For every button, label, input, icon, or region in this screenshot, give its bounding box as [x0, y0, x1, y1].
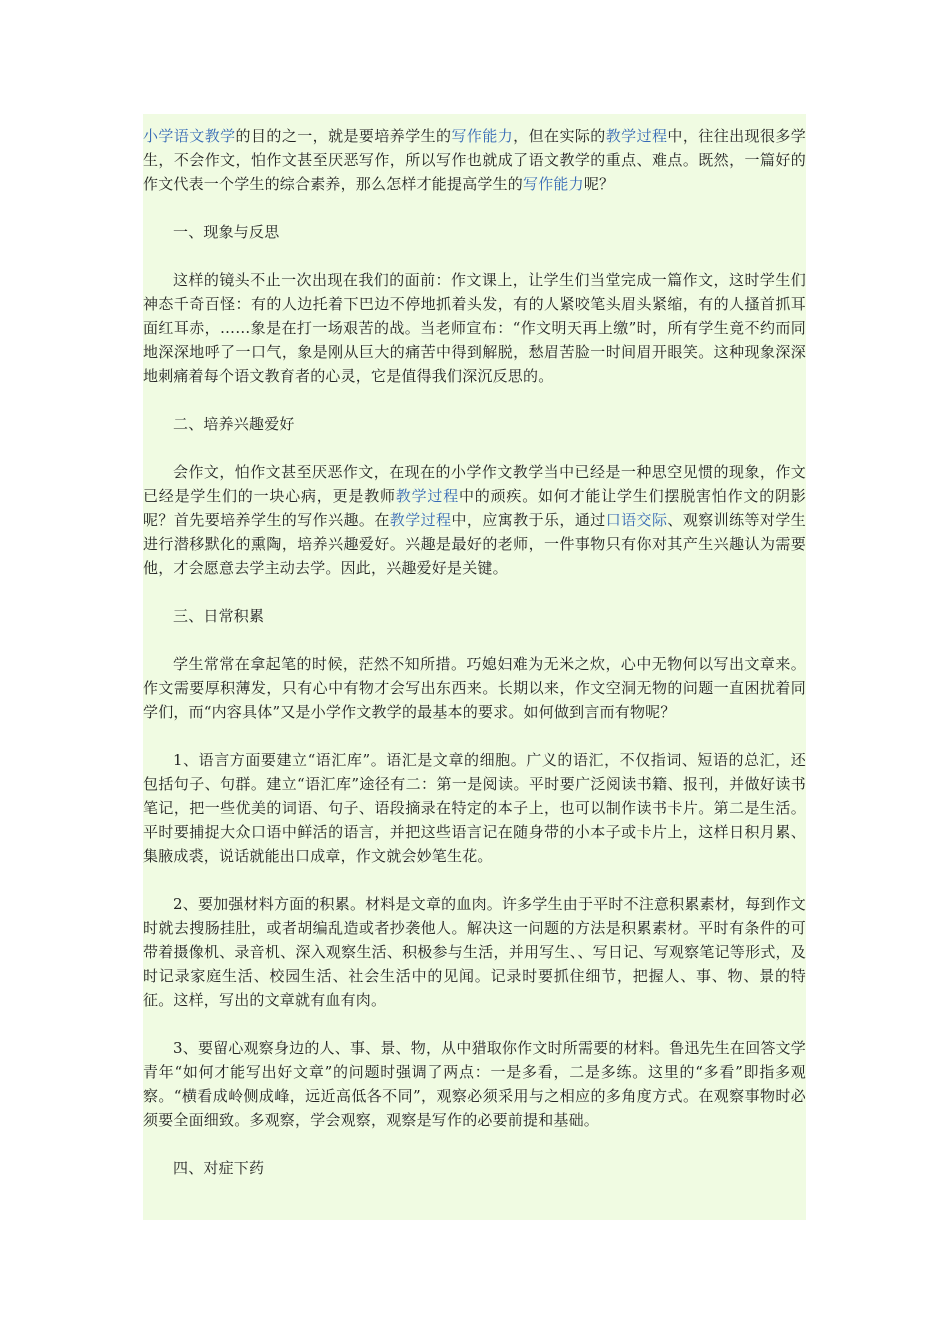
- intro-text-2: ，但在实际的: [513, 127, 606, 145]
- vocabulary-paragraph: 1、语言方面要建立“语汇库”。语汇是文章的细胞。广义的语汇，不仅指词、短语的总汇，还包括句子、句群。建立“语汇库”途径有二：第一是阅读。平时要广泛阅读书籍、报刊，并做好读书笔记，把一些优美的词语、句子、语段摘录在特定的本子上，也可以制作读书卡片。第二是生活。平时要捕捉大众口语中鲜活的语言，并把这些语言记在随身带的小本子或卡片上，这样日积月累、集腋成裘，说话就能出口成章，作文就会妙笔生花。: [143, 751, 806, 865]
- accumulation-paragraph: 学生常常在拿起笔的时候，茫然不知所措。巧媳妇难为无米之炊，心中无物何以写出文章来。作文需要厚积薄发，只有心中有物才会写出东西来。长期以来，作文空洞无物的问题一直困扰着同学们，而“内容具体”又是小学作文教学的最基本的要求。如何做到言而有物呢？: [143, 655, 806, 721]
- intro-text-4: 呢？: [583, 175, 615, 193]
- interest-text-3: 中，应寓教于乐，通过: [451, 511, 606, 529]
- link-teaching-process-3[interactable]: 教学过程: [389, 511, 452, 529]
- intro-text-3: 中，往往出现很多学生，不会作文，怕作文甚至厌恶写作，所以写作也就成了语文教学的重点、难点。既然，一篇好的作文代表一个学生的综合素养，那么怎样才能提高学生的: [143, 127, 806, 193]
- interest-paragraph: [143, 460, 806, 580]
- link-teaching-process[interactable]: 教学过程: [605, 127, 668, 145]
- article-body: [143, 114, 806, 1220]
- link-primary-chinese-teaching[interactable]: 小学语文教学: [143, 127, 236, 145]
- section-heading-2: 二、培养兴趣爱好: [173, 415, 295, 433]
- link-writing-ability-2[interactable]: 写作能力: [523, 175, 584, 193]
- link-oral-communication[interactable]: 口语交际: [605, 511, 668, 529]
- interest-text-4: 、观察训练等对学生进行潜移默化的熏陶，培养兴趣爱好。兴趣是最好的老师，一件事物只有你对其产生兴趣认为需要他，才会愿意去学主动去学。因此，兴趣爱好是关键。: [143, 511, 806, 577]
- materials-paragraph: 2、要加强材料方面的积累。材料是文章的血肉。许多学生由于平时不注意积累素材，每到作文时就去搜肠挂肚，或者胡编乱造或者抄袭他人。解决这一问题的方法是积累素材。平时有条件的可带着摄像机、录音机、深入观察生活、积极参与生活，并用写生、、写日记、写观察笔记等形式，及时记录家庭生活、校园生活、社会生活中的见闻。记录时要抓住细节，把握人、事、物、景的特征。这样，写出的文章就有血有肉。: [143, 895, 806, 1009]
- intro-paragraph: [143, 124, 806, 196]
- section-heading-1: 一、现象与反思: [173, 223, 280, 241]
- interest-text-1: 会作文，怕作文甚至厌恶作文，在现在的小学作文教学当中已经是一种思空见惯的现象，作文已经是学生们的一块心病，更是教师: [143, 463, 806, 505]
- section-heading-3: 三、日常积累: [173, 607, 265, 625]
- intro-text-1: 的目的之一，就是要培养学生的: [235, 127, 452, 145]
- interest-text-2: 中的顽疾。如何才能让学生们摆脱害怕作文的阴影呢？首先要培养学生的写作兴趣。在: [143, 487, 806, 529]
- observation-paragraph: 3、要留心观察身边的人、事、景、物，从中猎取你作文时所需要的材料。鲁迅先生在回答文学青年“如何才能写出好文章”的问题时强调了两点：一是多看，二是多练。这里的“多看”即指多观察。“横看成岭侧成峰，远近高低各不同”，观察必须采用与之相应的多角度方式。在观察事物时必须要全面细致。多观察，学会观察，观察是写作的必要前提和基础。: [143, 1039, 806, 1129]
- link-teaching-process-2[interactable]: 教学过程: [395, 487, 459, 505]
- section-heading-4: 四、对症下药: [173, 1159, 265, 1177]
- phenomenon-paragraph: 这样的镜头不止一次出现在我们的面前：作文课上，让学生们当堂完成一篇作文，这时学生们神态千奇百怪：有的人边托着下巴边不停地抓着头发，有的人紧咬笔头眉头紧缩，有的人搔首抓耳面红耳赤，……象是在打一场艰苦的战。当老师宣布：“作文明天再上缴”时，所有学生竟不约而同地深深地呼了一口气，象是刚从巨大的痛苦中得到解脱，愁眉苦脸一时间眉开眼笑。这种现象深深地刺痛着每个语文教育者的心灵，它是值得我们深沉反思的。: [143, 271, 806, 385]
- link-writing-ability[interactable]: 写作能力: [451, 127, 514, 145]
